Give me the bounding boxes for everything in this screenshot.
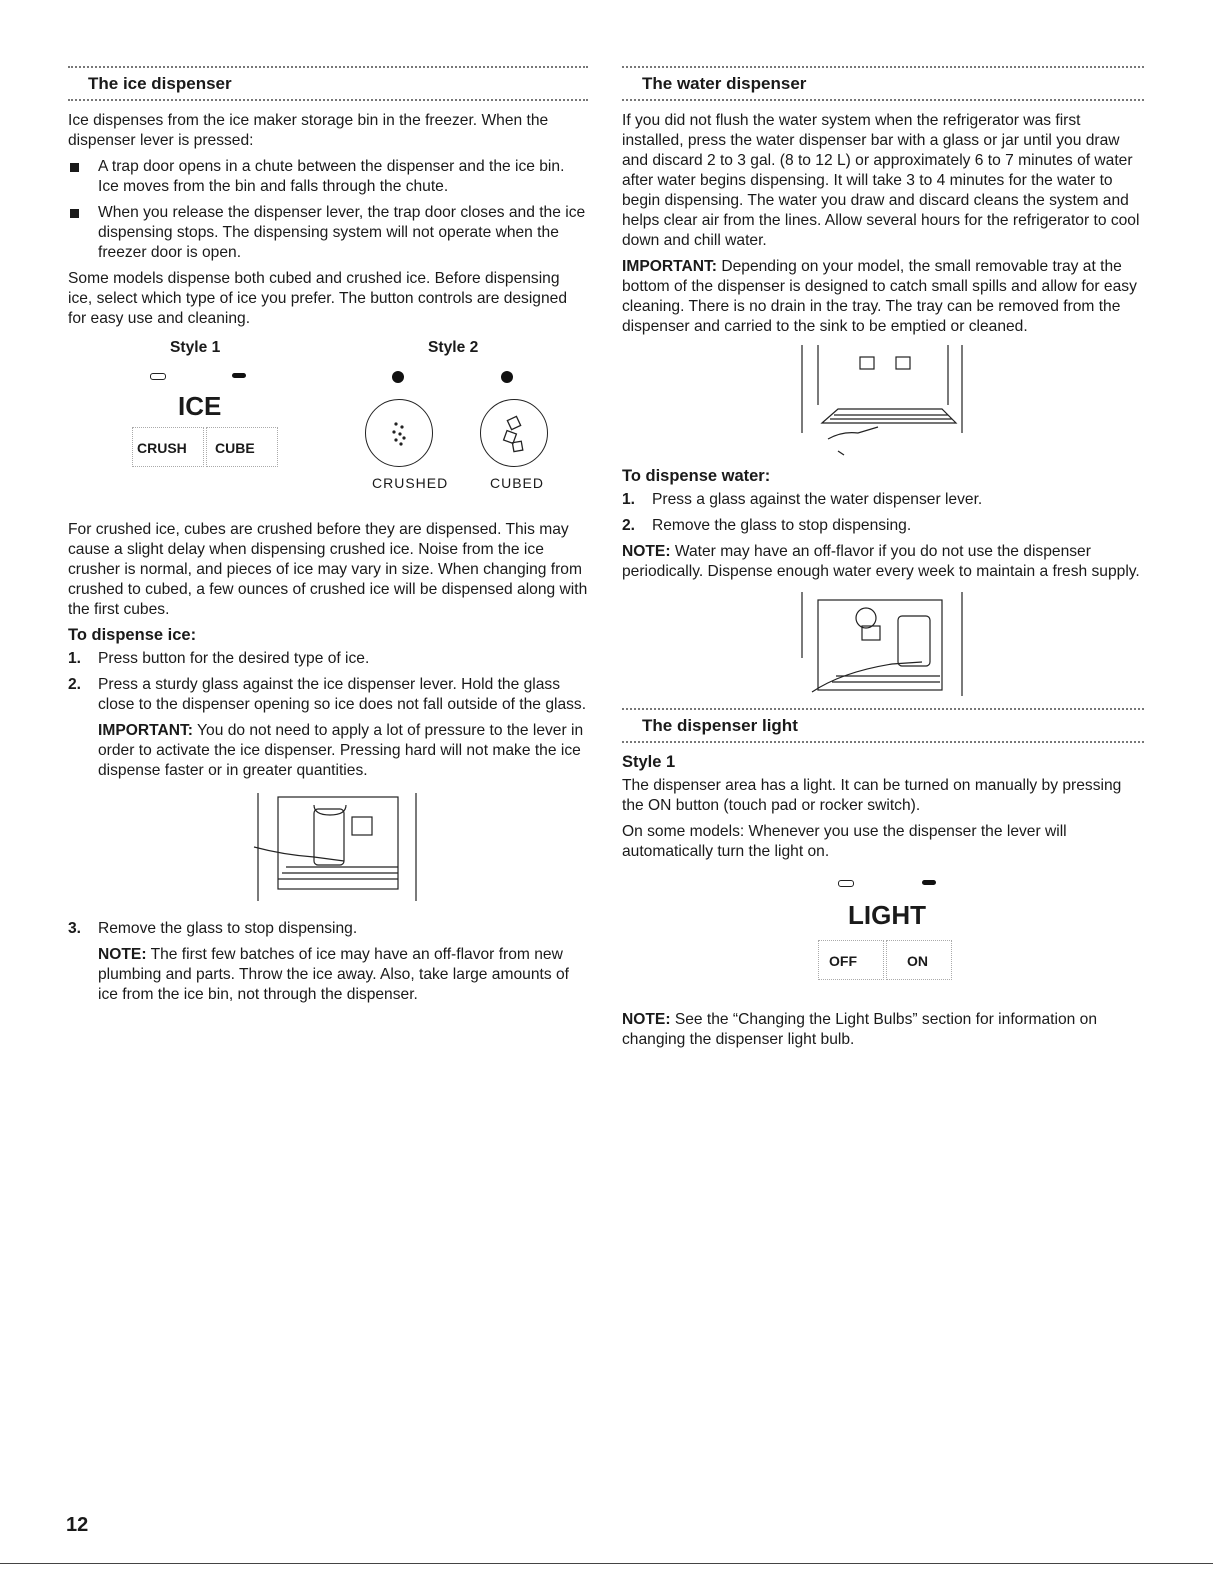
light-off-button[interactable]: OFF bbox=[818, 940, 884, 980]
crush-button[interactable]: CRUSH bbox=[132, 427, 204, 467]
cubed-ice-icon bbox=[481, 400, 547, 466]
ice-note: NOTE: The first few batches of ice may have an off-flavor from new plumbing and parts. Throw the ice away. Also, take large amounts of ice from the ice bin, not through the dispenser. bbox=[98, 946, 569, 1003]
indicator-on-icon bbox=[922, 880, 936, 885]
water-tray-illustration bbox=[622, 343, 1144, 461]
cube-button[interactable]: CUBE bbox=[206, 427, 278, 467]
light-text-2: On some models: Whenever you use the dispenser the lever will automatically turn the light on. bbox=[622, 823, 1067, 860]
cubed-indicator-icon bbox=[501, 371, 513, 383]
bullet-square-icon bbox=[70, 209, 79, 218]
light-text-1: The dispenser area has a light. It can be turned on manually by pressing the ON button (touch pad or rocker switch). bbox=[622, 777, 1122, 814]
list-item: 2. Press a sturdy glass against the ice dispenser lever. Hold the glass close to the dispenser opening so ice does not fall outside of the glass. IMPORTANT: You do not need to apply a lot of pressure to the lever in order to activate the ice dispenser. Pressing hard will not make the ice dispense faster or in greater quantities. bbox=[68, 676, 587, 779]
list-item: 1. Press a glass against the water dispenser lever. bbox=[622, 491, 983, 508]
ice-panel-title: ICE bbox=[178, 391, 222, 421]
water-glass-illustration bbox=[622, 588, 1144, 700]
list-item: 2. Remove the glass to stop dispensing. bbox=[622, 517, 912, 534]
list-item: When you release the dispenser lever, the trap door closes and the ice dispensing stops. The dispensing system will not operate when the freezer door is open. bbox=[68, 203, 588, 263]
crushed-indicator-icon bbox=[392, 371, 404, 383]
crushed-button[interactable] bbox=[365, 399, 433, 467]
light-style-heading: Style 1 bbox=[622, 753, 676, 771]
crushed-label: CRUSHED bbox=[372, 475, 449, 491]
bullet-square-icon bbox=[70, 163, 79, 172]
ice-dispenser-heading: The ice dispenser bbox=[68, 66, 588, 101]
water-note: NOTE: Water may have an off-flavor if you do not use the dispenser periodically. Dispense enough water every week to maintain a fresh supply. bbox=[622, 543, 1140, 580]
water-intro: If you did not flush the water system when the refrigerator was first installed, press the water dispenser bar with a glass or jar until you draw and discard 2 to 3 gal. (8 to 12 L) or approximately 6 to 7 minutes of water after water begins dispensing. It will take 3 to 4 minutes for the water to begin dispensing. The water you draw and discard cleans the system and helps clear air from the lines. Allow several hours for the refrigerator to cool down and chill water. bbox=[622, 112, 1140, 249]
water-dispenser-heading: The water dispenser bbox=[622, 66, 1144, 101]
ice-steps bbox=[68, 649, 588, 781]
indicator-off-icon bbox=[838, 880, 854, 887]
dispense-ice-heading: To dispense ice: bbox=[68, 626, 197, 644]
style1-label: Style 1 bbox=[170, 339, 221, 356]
ice-important-note: IMPORTANT: You do not need to apply a lot of pressure to the lever in order to activate the ice dispenser. Pressing hard will not make the ice dispense faster or in greater quantities. bbox=[98, 722, 584, 779]
drip-tray-icon bbox=[622, 343, 1144, 461]
glass-at-dispenser-icon bbox=[68, 789, 588, 907]
ice-intro: Ice dispenses from the ice maker storage bin in the freezer. When the dispenser lever is pressed: bbox=[68, 112, 549, 149]
list-item: A trap door opens in a chute between the dispenser and the ice bin. Ice moves from the bin and falls through the chute. bbox=[68, 157, 588, 197]
glass-at-water-lever-icon bbox=[622, 588, 1144, 700]
indicator-on-icon bbox=[232, 373, 246, 378]
cubed-button[interactable] bbox=[480, 399, 548, 467]
dispense-water-heading: To dispense water: bbox=[622, 467, 771, 485]
crushed-ice-text: For crushed ice, cubes are crushed before they are dispensed. This may cause a slight delay when dispensing crushed ice. Noise from the ice crusher is normal, and pieces of ice may vary in size. When changing from crushed to cubed, a few ounces of crushed ice will be dispensed along with the first cubes. bbox=[68, 521, 588, 618]
light-panel-title: LIGHT bbox=[848, 900, 926, 930]
water-dispenser-section bbox=[622, 66, 1144, 1056]
style2-label: Style 2 bbox=[428, 339, 479, 356]
cubed-label: CUBED bbox=[490, 475, 545, 491]
bottom-rule bbox=[0, 1563, 1213, 1564]
ice-models-text: Some models dispense both cubed and crushed ice. Before dispensing ice, select which type of ice you prefer. The button controls are designed for easy use and cleaning. bbox=[68, 270, 567, 327]
water-steps bbox=[622, 490, 1144, 536]
crushed-ice-icon bbox=[366, 400, 432, 466]
ice-dispenser-illustration bbox=[68, 789, 588, 907]
indicator-off-icon bbox=[150, 373, 166, 380]
ice-style-figure bbox=[68, 335, 588, 520]
light-note: NOTE: See the “Changing the Light Bulbs” section for information on changing the dispenser light bulb. bbox=[622, 1011, 1097, 1048]
light-on-button[interactable]: ON bbox=[886, 940, 952, 980]
ice-dispenser-section bbox=[68, 66, 588, 1011]
water-important-note: IMPORTANT: Depending on your model, the small removable tray at the bottom of the dispenser is designed to catch small spills and allow for easy cleaning. There is no drain in the tray. The tray can be removed from the dispenser and carried to the sink to be emptied or cleaned. bbox=[622, 258, 1137, 335]
ice-bullet-list bbox=[68, 157, 588, 263]
light-panel-figure bbox=[622, 868, 1144, 998]
dispenser-light-heading: The dispenser light bbox=[622, 708, 1144, 743]
page-number: 12 bbox=[66, 1514, 89, 1536]
list-item: 1. Press button for the desired type of ice. bbox=[68, 650, 370, 667]
ice-step-3 bbox=[68, 919, 588, 1005]
list-item: 3. Remove the glass to stop dispensing. NOTE: The first few batches of ice may have an off-flavor from new plumbing and parts. Throw the ice away. Also, take large amounts of ice from the ice bin, not through the dispenser. bbox=[68, 919, 588, 1005]
